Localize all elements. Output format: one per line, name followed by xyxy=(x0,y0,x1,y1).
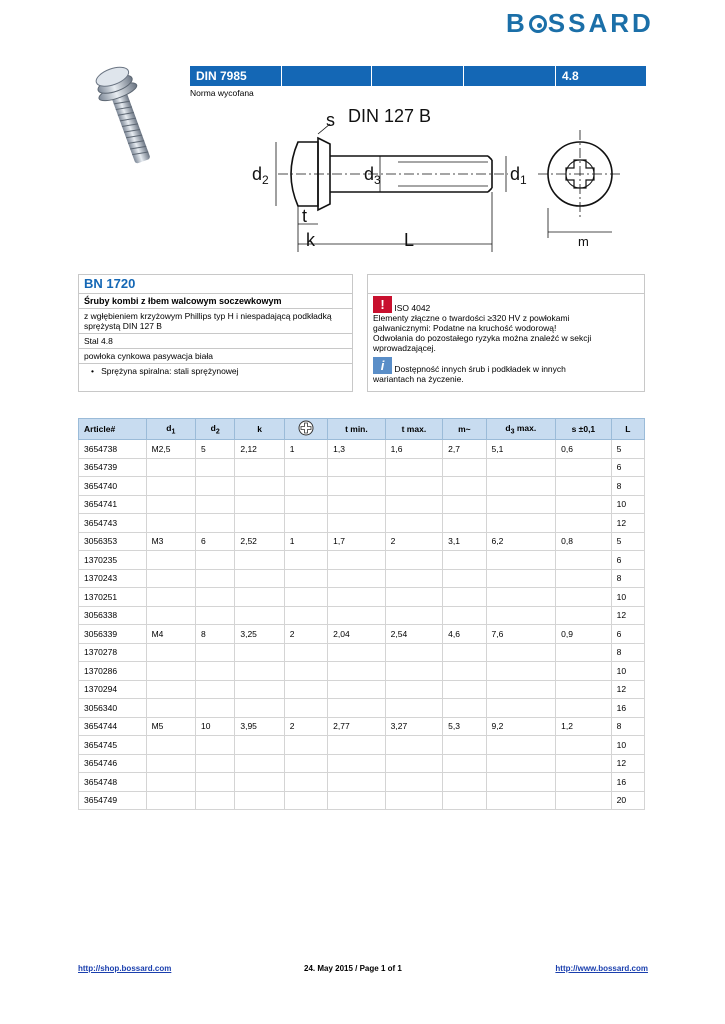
col-drive xyxy=(284,419,327,440)
table-cell: 3056338 xyxy=(79,606,147,625)
table-cell: 3654749 xyxy=(79,791,147,810)
col-d3-max: $d_3$ max. xyxy=(486,419,556,440)
table-cell xyxy=(385,514,443,533)
table-cell: 6 xyxy=(611,458,644,477)
table-cell xyxy=(486,551,556,570)
table-cell xyxy=(443,736,486,755)
table-cell xyxy=(196,514,235,533)
table-row xyxy=(79,699,645,718)
table-cell xyxy=(196,569,235,588)
table-cell xyxy=(284,680,327,699)
product-info-box xyxy=(78,274,353,392)
table-row xyxy=(79,606,645,625)
table-cell xyxy=(486,773,556,792)
table-cell: 6 xyxy=(196,532,235,551)
product-description: z wgłębieniem krzyżowym Phillips typ H i niespadającą podkładką sprężystą DIN 127 B xyxy=(79,309,352,334)
table-cell: 12 xyxy=(611,754,644,773)
title-bar xyxy=(190,66,646,86)
table-cell xyxy=(235,736,284,755)
table-cell xyxy=(385,458,443,477)
table-row xyxy=(79,477,645,496)
table-cell: 1 xyxy=(284,532,327,551)
table-cell xyxy=(556,754,611,773)
table-cell: 8 xyxy=(611,643,644,662)
table-cell xyxy=(385,569,443,588)
table-cell xyxy=(284,699,327,718)
table-cell xyxy=(443,699,486,718)
table-cell xyxy=(328,551,386,570)
table-cell xyxy=(284,773,327,792)
table-cell xyxy=(556,551,611,570)
table-cell xyxy=(486,662,556,681)
table-cell: 0,9 xyxy=(556,625,611,644)
table-cell xyxy=(284,791,327,810)
table-cell xyxy=(385,680,443,699)
table-cell: 3654746 xyxy=(79,754,147,773)
table-cell: 3,27 xyxy=(385,717,443,736)
table-cell: 20 xyxy=(611,791,644,810)
standard-label: DIN 7985 xyxy=(190,66,282,86)
table-cell: 5 xyxy=(611,440,644,459)
table-cell: 2,12 xyxy=(235,440,284,459)
table-cell xyxy=(328,736,386,755)
table-cell: 3,95 xyxy=(235,717,284,736)
dim-label-m: m xyxy=(578,234,589,249)
table-cell xyxy=(196,736,235,755)
table-cell xyxy=(146,680,195,699)
table-cell xyxy=(146,736,195,755)
table-row xyxy=(79,791,645,810)
table-cell: 8 xyxy=(611,569,644,588)
table-header-row xyxy=(79,419,645,440)
table-cell: 12 xyxy=(611,514,644,533)
table-cell xyxy=(235,569,284,588)
table-cell xyxy=(284,606,327,625)
table-cell xyxy=(284,514,327,533)
footer xyxy=(78,964,648,976)
table-cell: 5 xyxy=(196,440,235,459)
table-cell xyxy=(235,588,284,607)
table-cell xyxy=(556,588,611,607)
product-coating: powłoka cynkowa pasywacja biała xyxy=(79,349,352,364)
table-cell xyxy=(196,606,235,625)
table-cell xyxy=(235,699,284,718)
table-cell: M5 xyxy=(146,717,195,736)
table-cell xyxy=(486,588,556,607)
table-cell xyxy=(486,569,556,588)
table-cell xyxy=(196,477,235,496)
table-cell xyxy=(486,495,556,514)
logo-o-mark xyxy=(529,15,547,33)
phillips-drive-icon xyxy=(298,420,314,436)
dim-label-s: s xyxy=(326,110,335,130)
table-cell xyxy=(486,754,556,773)
table-cell xyxy=(328,791,386,810)
table-cell xyxy=(146,569,195,588)
title-cell-empty xyxy=(282,66,372,86)
table-cell xyxy=(235,551,284,570)
title-cell-empty xyxy=(464,66,556,86)
table-cell xyxy=(556,514,611,533)
table-cell xyxy=(284,458,327,477)
col-k: k xyxy=(235,419,284,440)
table-cell xyxy=(196,662,235,681)
table-cell xyxy=(328,477,386,496)
withdrawn-note: Norma wycofana xyxy=(190,88,254,98)
table-cell: 1,6 xyxy=(385,440,443,459)
col-s: s ±0,1 xyxy=(556,419,611,440)
table-cell xyxy=(328,588,386,607)
table-cell: 6 xyxy=(611,625,644,644)
table-cell xyxy=(284,643,327,662)
table-cell xyxy=(385,791,443,810)
table-cell xyxy=(385,551,443,570)
table-row xyxy=(79,551,645,570)
col-d1: $d_1$ xyxy=(146,419,195,440)
table-cell xyxy=(146,699,195,718)
table-row xyxy=(79,643,645,662)
table-cell: 16 xyxy=(611,699,644,718)
info-icon: i xyxy=(373,357,392,374)
dim-label-t: t xyxy=(302,206,308,226)
website-link[interactable]: http://www.bossard.com xyxy=(555,964,648,973)
table-cell xyxy=(284,754,327,773)
table-cell xyxy=(235,606,284,625)
table-cell: 2 xyxy=(284,625,327,644)
table-cell xyxy=(196,754,235,773)
table-cell: 3654745 xyxy=(79,736,147,755)
technical-drawing xyxy=(248,104,648,264)
table-cell xyxy=(196,773,235,792)
table-cell xyxy=(235,477,284,496)
table-cell xyxy=(443,754,486,773)
table-cell xyxy=(385,699,443,718)
table-cell xyxy=(146,773,195,792)
table-cell xyxy=(486,736,556,755)
warning-note: ! ISO 4042 Elementy złączne o twardości ≥320 HV z powłokami galwanicznymi: Podatne na kruchość wodorową! Odwołania do pozostałego ryzyka można znaleźć w sekcji wprowadzającej. xyxy=(373,297,592,353)
table-cell xyxy=(196,680,235,699)
articles-table xyxy=(78,418,645,810)
notes-box xyxy=(367,274,645,392)
table-cell xyxy=(235,514,284,533)
table-cell xyxy=(486,791,556,810)
table-cell xyxy=(328,773,386,792)
table-cell: 2,7 xyxy=(443,440,486,459)
table-cell xyxy=(328,754,386,773)
table-cell xyxy=(328,495,386,514)
table-cell: 12 xyxy=(611,680,644,699)
table-row xyxy=(79,440,645,459)
bn-code: BN 1720 xyxy=(79,275,352,294)
table-cell xyxy=(385,495,443,514)
table-cell xyxy=(443,569,486,588)
table-cell: 2,52 xyxy=(235,532,284,551)
table-cell xyxy=(486,458,556,477)
dim-label-din127b: DIN 127 B xyxy=(348,106,432,126)
table-cell xyxy=(284,569,327,588)
table-cell xyxy=(443,680,486,699)
table-cell xyxy=(328,662,386,681)
table-cell: 16 xyxy=(611,773,644,792)
table-cell xyxy=(486,699,556,718)
table-row xyxy=(79,754,645,773)
table-cell xyxy=(196,643,235,662)
table-cell xyxy=(146,458,195,477)
table-cell xyxy=(146,791,195,810)
table-cell: 10 xyxy=(196,717,235,736)
product-title: Śruby kombi z łbem walcowym soczewkowym xyxy=(79,294,352,309)
dim-label-d2: $d_2$ xyxy=(252,164,269,187)
shop-link[interactable]: http://shop.bossard.com xyxy=(78,964,172,973)
table-cell xyxy=(146,643,195,662)
table-cell xyxy=(235,495,284,514)
table-cell: 5,1 xyxy=(486,440,556,459)
table-cell: 1,2 xyxy=(556,717,611,736)
table-cell: 0,8 xyxy=(556,532,611,551)
table-row xyxy=(79,625,645,644)
dim-label-d3: $d_3$ xyxy=(364,164,381,187)
table-cell xyxy=(443,606,486,625)
table-cell xyxy=(556,477,611,496)
table-cell xyxy=(146,551,195,570)
title-cell-empty xyxy=(372,66,464,86)
table-cell xyxy=(196,791,235,810)
table-cell xyxy=(284,736,327,755)
bossard-logo: B SSARD xyxy=(506,8,654,38)
table-cell: 5 xyxy=(611,532,644,551)
table-cell xyxy=(385,643,443,662)
table-cell xyxy=(556,569,611,588)
table-cell: M2,5 xyxy=(146,440,195,459)
table-cell xyxy=(385,736,443,755)
table-cell xyxy=(556,643,611,662)
dim-label-l: L xyxy=(404,230,415,250)
col-m: m~ xyxy=(443,419,486,440)
col-article: Article# xyxy=(79,419,147,440)
table-cell: 8 xyxy=(611,477,644,496)
table-cell xyxy=(385,662,443,681)
table-cell xyxy=(196,551,235,570)
table-cell xyxy=(328,458,386,477)
table-cell xyxy=(235,754,284,773)
table-cell xyxy=(328,680,386,699)
table-cell: 2,04 xyxy=(328,625,386,644)
table-cell: 3654738 xyxy=(79,440,147,459)
table-cell xyxy=(443,458,486,477)
table-cell xyxy=(556,791,611,810)
col-t-max: t max. xyxy=(385,419,443,440)
table-cell: 3,1 xyxy=(443,532,486,551)
table-cell xyxy=(443,773,486,792)
table-cell: 1370294 xyxy=(79,680,147,699)
col-d2: $d_2$ xyxy=(196,419,235,440)
table-cell: 3654748 xyxy=(79,773,147,792)
table-row xyxy=(79,736,645,755)
table-cell: 1,7 xyxy=(328,532,386,551)
table-cell xyxy=(443,662,486,681)
col-l: L xyxy=(611,419,644,440)
table-cell xyxy=(146,588,195,607)
table-cell xyxy=(146,754,195,773)
table-row xyxy=(79,662,645,681)
table-cell xyxy=(328,514,386,533)
table-cell: 12 xyxy=(611,606,644,625)
table-cell xyxy=(284,662,327,681)
availability-note: i Dostępność innych śrub i podkładek w innych wariantach na życzenie. xyxy=(373,358,566,384)
table-cell xyxy=(196,495,235,514)
table-cell xyxy=(196,588,235,607)
table-cell: 1 xyxy=(284,440,327,459)
table-cell: 8 xyxy=(611,717,644,736)
table-cell: 10 xyxy=(611,662,644,681)
table-cell xyxy=(385,754,443,773)
table-cell xyxy=(486,680,556,699)
table-cell xyxy=(443,477,486,496)
notes-header xyxy=(368,275,644,294)
table-cell: 6 xyxy=(611,551,644,570)
table-row xyxy=(79,773,645,792)
table-cell xyxy=(556,736,611,755)
table-cell xyxy=(556,773,611,792)
table-cell xyxy=(443,514,486,533)
table-cell xyxy=(284,551,327,570)
table-cell: 7,6 xyxy=(486,625,556,644)
table-cell xyxy=(556,662,611,681)
footer-date-page: 24. May 2015 / Page 1 of 1 xyxy=(304,964,402,973)
exclamation-icon: ! xyxy=(373,296,392,313)
screw-photo xyxy=(92,64,162,166)
table-cell xyxy=(235,773,284,792)
table-cell: M4 xyxy=(146,625,195,644)
table-cell xyxy=(328,606,386,625)
table-cell: 1370278 xyxy=(79,643,147,662)
table-cell xyxy=(443,643,486,662)
table-cell xyxy=(196,699,235,718)
grade-label: 4.8 xyxy=(562,69,579,83)
table-cell xyxy=(556,606,611,625)
table-cell xyxy=(385,477,443,496)
table-cell xyxy=(443,791,486,810)
table-cell xyxy=(556,495,611,514)
table-cell: 1370243 xyxy=(79,569,147,588)
table-cell xyxy=(284,588,327,607)
table-cell: 1,3 xyxy=(328,440,386,459)
table-cell xyxy=(486,643,556,662)
table-cell: 10 xyxy=(611,736,644,755)
table-cell xyxy=(486,477,556,496)
col-t-min: t min. xyxy=(328,419,386,440)
table-cell xyxy=(443,495,486,514)
table-cell xyxy=(385,773,443,792)
table-cell: 3056353 xyxy=(79,532,147,551)
table-cell xyxy=(385,588,443,607)
table-cell: 2,54 xyxy=(385,625,443,644)
table-row xyxy=(79,458,645,477)
table-cell xyxy=(146,606,195,625)
table-row xyxy=(79,495,645,514)
table-row xyxy=(79,514,645,533)
table-cell: 3654741 xyxy=(79,495,147,514)
table-cell xyxy=(556,680,611,699)
table-cell: 1370286 xyxy=(79,662,147,681)
table-cell xyxy=(235,643,284,662)
table-cell xyxy=(556,699,611,718)
table-row xyxy=(79,717,645,736)
table-cell xyxy=(146,514,195,533)
table-cell: 10 xyxy=(611,588,644,607)
table-cell xyxy=(284,477,327,496)
table-cell: 10 xyxy=(611,495,644,514)
table-cell xyxy=(443,588,486,607)
table-cell xyxy=(385,606,443,625)
table-cell xyxy=(235,680,284,699)
table-cell: 2 xyxy=(385,532,443,551)
table-cell: 5,3 xyxy=(443,717,486,736)
table-cell xyxy=(328,643,386,662)
table-cell xyxy=(443,551,486,570)
table-cell: 2 xyxy=(284,717,327,736)
dim-label-d1: $d_1$ xyxy=(510,164,527,187)
table-cell: 3654740 xyxy=(79,477,147,496)
table-cell: 3654739 xyxy=(79,458,147,477)
table-cell: 9,2 xyxy=(486,717,556,736)
table-cell: 3654743 xyxy=(79,514,147,533)
table-cell xyxy=(284,495,327,514)
product-material: Stal 4.8 xyxy=(79,334,352,349)
table-row xyxy=(79,532,645,551)
table-cell: 6,2 xyxy=(486,532,556,551)
table-cell: 0,6 xyxy=(556,440,611,459)
table-cell: 3,25 xyxy=(235,625,284,644)
table-cell xyxy=(486,606,556,625)
table-cell: M3 xyxy=(146,532,195,551)
table-cell xyxy=(328,569,386,588)
table-row xyxy=(79,680,645,699)
table-cell xyxy=(235,458,284,477)
table-cell xyxy=(328,699,386,718)
table-cell: 3056339 xyxy=(79,625,147,644)
table-cell: 4,6 xyxy=(443,625,486,644)
table-cell xyxy=(146,495,195,514)
table-cell: 3056340 xyxy=(79,699,147,718)
table-cell: 1370251 xyxy=(79,588,147,607)
table-cell xyxy=(146,662,195,681)
table-cell xyxy=(556,458,611,477)
table-row xyxy=(79,569,645,588)
table-cell xyxy=(486,514,556,533)
table-cell: 2,77 xyxy=(328,717,386,736)
dim-label-k: k xyxy=(306,230,315,250)
table-row xyxy=(79,588,645,607)
table-cell xyxy=(235,791,284,810)
product-bullet: • Sprężyna spiralna: stali sprężynowej xyxy=(91,366,239,376)
table-cell: 1370235 xyxy=(79,551,147,570)
table-cell xyxy=(196,458,235,477)
table-cell xyxy=(235,662,284,681)
table-cell: 3654744 xyxy=(79,717,147,736)
table-cell xyxy=(146,477,195,496)
table-cell: 8 xyxy=(196,625,235,644)
